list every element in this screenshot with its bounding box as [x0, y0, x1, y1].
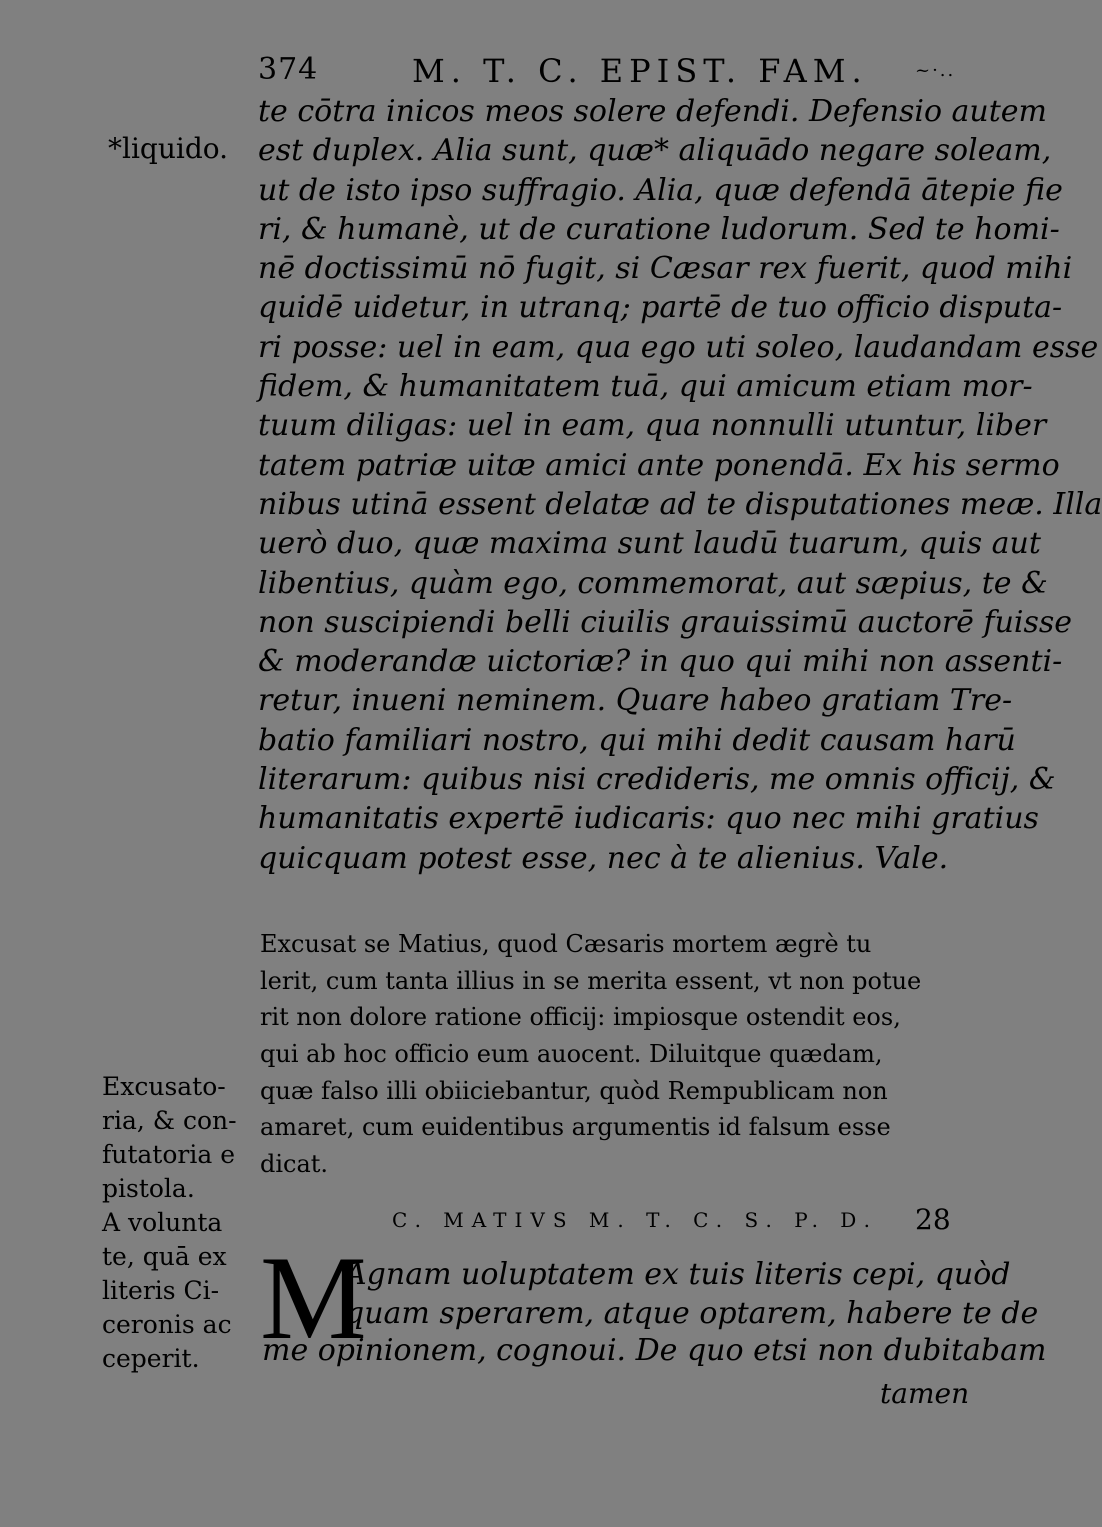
summary-line: amaret, cum euidentibus argumentis id falsum esse	[260, 1113, 891, 1142]
side-note-line: ceperit.	[102, 1344, 200, 1373]
drop-cap: M	[260, 1231, 367, 1364]
body-line: ut de isto ipso suffragio. Alia, quæ defendā ātepie fie	[258, 172, 1063, 208]
side-note-line: A volunta	[102, 1208, 223, 1237]
argument-summary	[260, 926, 960, 1183]
side-note-line: pistola.	[102, 1174, 195, 1203]
letter-heading: C. MATIVS M. T. C. S. P. D.	[392, 1208, 878, 1232]
side-note-line: futatoria e	[102, 1140, 235, 1169]
summary-line: lerit, cum tanta illius in se merita essent, vt non potue	[260, 966, 922, 995]
body-line: quicquam potest esse, nec à te alienius. Vale.	[258, 840, 949, 876]
body-line: nē doctissimū nō fugit, si Cæsar rex fuerit, quod mihi	[258, 251, 1073, 287]
margin-note-excusatoria	[102, 1070, 252, 1376]
letter-body-opening	[345, 1255, 1039, 1334]
body-line: fidem, & humanitatem tuā, qui amicum etiam mor-	[258, 369, 1033, 405]
body-line: nibus utinā essent delatæ ad te disputationes meæ. Illa	[258, 486, 1102, 522]
summary-line: qui ab hoc officio eum auocent. Diluitque quædam,	[260, 1040, 883, 1069]
letter-line: Agnam uoluptatem ex tuis literis cepi, quòd	[345, 1257, 1011, 1292]
margin-note-liquido: *liquido.	[108, 132, 229, 165]
running-head-mark: ~·..	[915, 60, 956, 81]
side-note-line: te, quā ex	[102, 1242, 227, 1271]
summary-line: quæ falso illi obiiciebantur, quòd Rempublicam non	[260, 1076, 888, 1105]
side-note-line: literis Ci-	[102, 1276, 220, 1305]
side-note-line: Excusato-	[102, 1072, 226, 1101]
side-note-line: ria, & con-	[102, 1106, 237, 1135]
body-line: non suscipiendi belli ciuilis grauissimū auctorē fuisse	[258, 604, 1073, 640]
page-number: 374	[258, 52, 319, 87]
body-line: ri, & humanè, ut de curatione ludorum. Sed te homi-	[258, 211, 1060, 247]
body-line: uerò duo, quæ maxima sunt laudū tuarum, quis aut	[258, 526, 1041, 562]
body-line: ri posse: uel in eam, qua ego uti soleo, laudandam esse	[258, 329, 1099, 365]
letter-number: 28	[915, 1203, 951, 1236]
running-head: M. T. C. EPIST. FAM.	[412, 52, 868, 90]
body-line: est duplex. Alia sunt, quæ* aliquādo negare soleam,	[258, 133, 1052, 169]
body-line: tatem patriæ uitæ amici ante ponendā. Ex his sermo	[258, 447, 1060, 483]
side-note-line: ceronis ac	[102, 1310, 232, 1339]
body-line: quidē uidetur, in utranq; partē de tuo officio disputa-	[258, 290, 1063, 326]
body-line: te cōtra inicos meos solere defendi. Defensio autem	[258, 94, 1048, 129]
letter-line: me opinionem, cognoui. De quo etsi non dubitabam	[262, 1333, 1047, 1368]
body-line: libentius, quàm ego, commemorat, aut sæpius, te &	[258, 565, 1048, 601]
body-line: retur, inueni neminem. Quare habeo gratiam Tre-	[258, 683, 1013, 719]
body-line: tuum diligas: uel in eam, qua nonnulli utuntur, liber	[258, 408, 1047, 444]
body-line: & moderandæ uictoriæ? in quo qui mihi non assenti-	[258, 644, 1063, 680]
summary-line: dicat.	[260, 1150, 329, 1179]
body-line: humanitatis expertē iudicaris: quo nec mihi gratius	[258, 801, 1039, 837]
body-line: batio familiari nostro, qui mihi dedit causam harū	[258, 722, 1016, 758]
letter-body-continuation	[258, 92, 1102, 878]
body-line: literarum: quibus nisi credideris, me omnis officij, &	[258, 762, 1056, 798]
catchword: tamen	[880, 1377, 970, 1410]
letter-line: quam sperarem, atque optarem, habere te de	[345, 1296, 1039, 1332]
summary-line: rit non dolore ratione officij: impiosque ostendit eos,	[260, 1003, 901, 1032]
summary-line: Excusat se Matius, quod Cæsaris mortem ægrè tu	[260, 930, 872, 958]
